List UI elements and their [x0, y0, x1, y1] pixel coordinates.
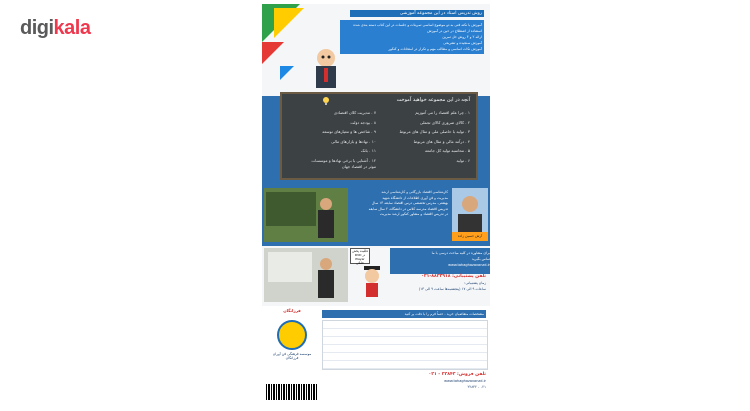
teaching-method-line: استفاده از اصطلاح در حین در آموزش: [427, 29, 482, 33]
topic-item: ۲ . کالای ضروری کالای تجملی: [419, 119, 470, 125]
teacher-name: آرش حسین زاده: [452, 232, 488, 241]
order-form-header: مشخصات متقاضیان خرید - حتماً فرم را با دقت پر کنید: [322, 310, 486, 318]
footer-line: ۰۲۱ - ۲۲۸۴۲: [467, 385, 486, 389]
banner-line: برای مشاوره در کلیه مباحث درسی با ما: [431, 251, 490, 255]
decorative-triangle-yellow: [274, 8, 304, 38]
topic-item: ۴ . درآمد مالی و مثال های مربوط: [413, 138, 470, 144]
poster-top-section: [262, 4, 490, 96]
topic-item-continuation: موثر در اقتصاد جهان: [341, 164, 376, 169]
barcode: [266, 384, 318, 400]
support-phone: تلفن پشتیبانی: ۸۸۲۳۹۱۸-۰۲۱: [421, 274, 486, 279]
teaching-method-line: ارائه ۲ و ۳ روش حل تمرین: [442, 35, 482, 39]
banner-line: تماس بگیرید: [471, 257, 490, 261]
topic-item: ۶ . تولید: [456, 157, 470, 163]
banner-line: www.tahaghazavanzd.ir: [448, 263, 490, 267]
teaching-method-list: [340, 20, 484, 54]
teaching-method-title: روش تدریس استاد در این مجموعه آموزشی: [350, 10, 484, 17]
bio-line: مدیریت و فن آوری اطلاعات از دانشگاه شهید: [382, 195, 448, 200]
bio-line: بهشتی. مدرس تخصصی درس اقتصاد سابقه ۱۳ سال: [371, 201, 448, 205]
order-footer: [322, 372, 486, 390]
consultation-banner: [390, 248, 490, 274]
chalkboard-title: آنچه در این مجموعه خواهید آموخت: [396, 97, 470, 103]
teacher-portrait: [452, 188, 488, 232]
bio-line: در تدریس اقتصاد و مشاور کنکور ارشد مدیریت: [379, 212, 448, 216]
product-image: [262, 4, 490, 404]
bio-line: کارشناسی اقتصاد بازرگانی و کارشناسی ارشد: [381, 190, 448, 194]
organization-logo-icon: [277, 320, 307, 350]
footer-line: www.tahaghazavanzd.ir: [444, 379, 486, 383]
teacher-bio: [354, 190, 448, 218]
teacher-section: [262, 186, 490, 244]
teacher-at-board-photo: [264, 188, 348, 242]
chalkboard: [280, 92, 478, 180]
publisher-logo: فرزانگان: [283, 308, 301, 313]
teaching-method-line: آموزش نکات اساسی و مطالب مهم و تکرار در امتحانات و کنکور: [388, 47, 482, 51]
organization-badge: [266, 320, 318, 368]
organization-name: موسسه فرهنگی فن آوران فرزانگان: [272, 352, 312, 360]
topic-item: ۱۱ . بانک: [360, 148, 376, 153]
topic-item: ۱ . چرا علم اقتصاد را می آموزیم: [415, 110, 470, 115]
digikala-logo[interactable]: [20, 17, 90, 40]
topic-item: ۱۲ . آشنایی با برخی نهادها و موسسات: [311, 157, 376, 163]
lightbulb-icon: [322, 96, 330, 106]
cartoon-teacher-icon: [308, 46, 344, 90]
contact-section: [262, 246, 490, 306]
teaching-method-line: آموزش سنجیده و تشریحی: [443, 41, 482, 45]
topic-item: ۵ . محاسبه تولید کل جامعه: [425, 148, 470, 153]
teacher-lecturing-photo: [264, 248, 348, 302]
topic-item: ۷ . مدیریت کلان اقتصادی: [333, 110, 376, 115]
dvd-player-badge: قابلیت پخش در DVD Player خانگی: [350, 248, 370, 264]
bio-line: تدریس اقتصاد مدرسه کلاس در دانشگاه، ۲ سال سابقه: [368, 206, 448, 211]
topic-item: ۱۰ . نهادها و بازارهای مالی: [331, 138, 376, 144]
topics-list-right: [399, 108, 470, 165]
topics-list-left: [311, 108, 376, 165]
support-line: ساعات ۹ الی ۱۷ (پنجشنبه‌ها ساعت ۹ الی ۱۳): [418, 287, 486, 291]
topic-item: ۹ . شاخص ها و معیارهای توسعه: [322, 129, 376, 134]
decorative-triangle-blue: [280, 66, 294, 80]
order-form-grid: [322, 320, 488, 370]
topic-item: ۳ . تولید با حاصلی ملی و مثال های مربوط: [399, 129, 470, 134]
support-line: زمان پشتیبانی:: [464, 281, 486, 285]
order-form-section: [262, 306, 490, 404]
logo-text-kala: kala: [53, 17, 91, 39]
decorative-triangle-red: [262, 42, 284, 64]
topic-item: ۸ . بودجه دولت: [350, 119, 376, 125]
sales-phone: تلفن فروش: ۲۲۸۴۲ - ۰۲۱: [428, 372, 486, 377]
teaching-method-line: آموزش با نکته فنی به دو موضوع اساسی تمرینات و جلسات در این کتاب دسته بندی شده: [353, 23, 482, 27]
logo-text-digi: digi: [20, 17, 54, 39]
support-info: [394, 274, 486, 292]
graduate-mascot-icon: [360, 264, 384, 300]
